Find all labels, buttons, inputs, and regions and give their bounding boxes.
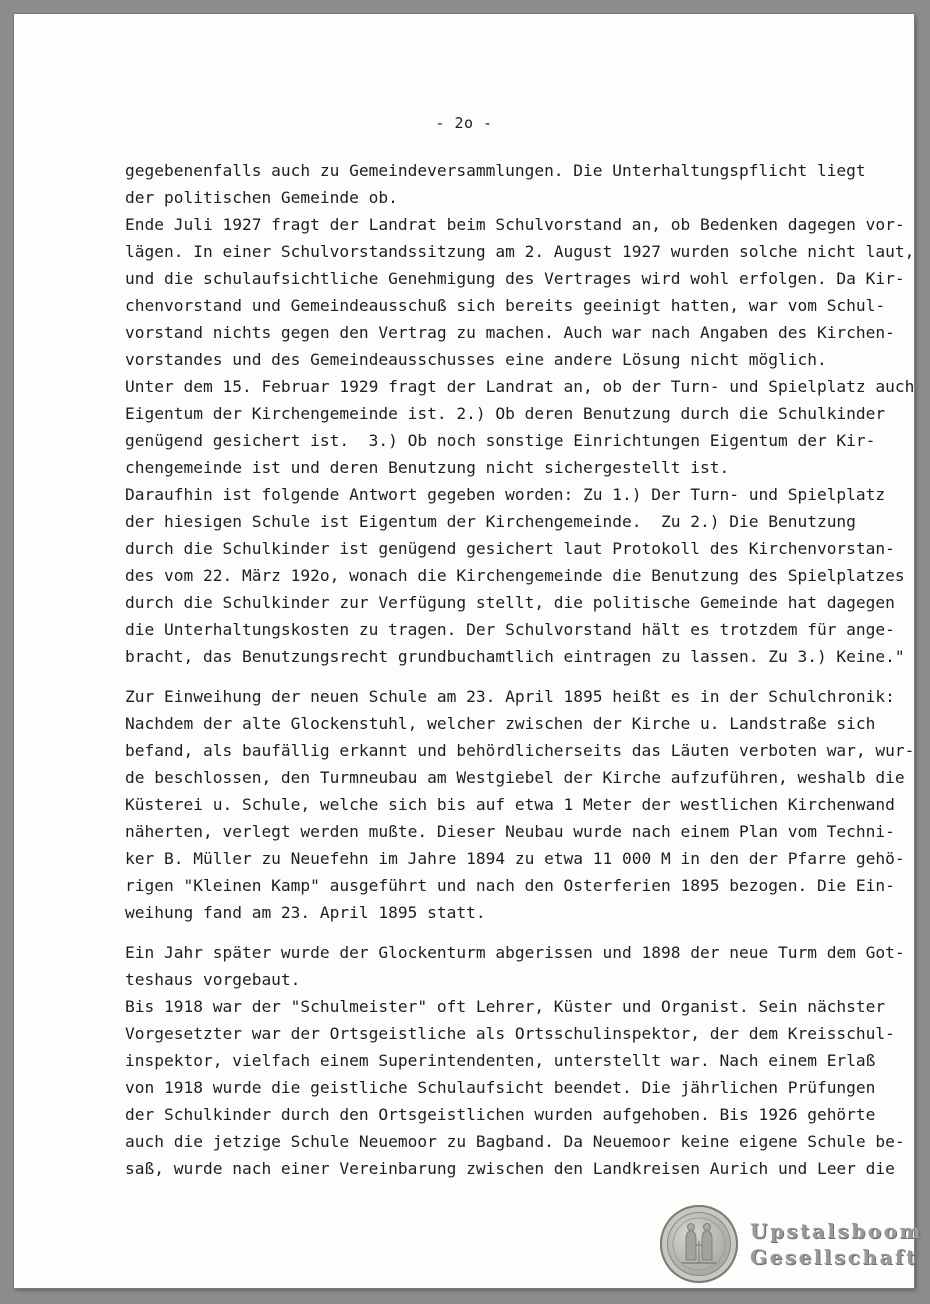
text-line: der politischen Gemeinde ob. [125,188,398,207]
text-line: inspektor, vielfach einem Superintendenten, unterstellt war. Nach einem Erlaß [125,1051,876,1070]
text-line: ker B. Müller zu Neuefehn im Jahre 1894 zu etwa 11 000 M in den der Pfarre gehö- [125,849,905,868]
text-line: und die schulaufsichtliche Genehmigung des Vertrages wird wohl erfolgen. Da Kir- [125,269,905,288]
text-line: Nachdem der alte Glockenstuhl, welcher zwischen der Kirche u. Landstraße sich [125,714,876,733]
text-line: weihung fand am 23. April 1895 statt. [125,903,486,922]
seal-figures-icon [660,1205,738,1283]
text-line: Vorgesetzter war der Ortsgeistliche als Ortsschulinspektor, der dem Kreisschul- [125,1024,895,1043]
text-line: von 1918 wurde die geistliche Schulaufsicht beendet. Die jährlichen Prüfungen [125,1078,876,1097]
text-line: de beschlossen, den Turmneubau am Westgiebel der Kirche aufzuführen, weshalb die [125,768,905,787]
text-line: Zur Einweihung der neuen Schule am 23. April 1895 heißt es in der Schulchronik: [125,687,895,706]
society-name-line1: Upstalsboom [750,1219,924,1243]
text-line: genügend gesichert ist. 3.) Ob noch sonstige Einrichtungen Eigentum der Kir- [125,431,876,450]
text-line: Küsterei u. Schule, welche sich bis auf etwa 1 Meter der westlichen Kirchenwand [125,795,895,814]
paragraph-3 [125,939,905,1182]
text-line: vorstand nichts gegen den Vertrag zu machen. Auch war nach Angaben des Kirchen- [125,323,895,342]
text-line: chenvorstand und Gemeindeausschuß sich bereits geeinigt hatten, war vom Schul- [125,296,886,315]
text-line: durch die Schulkinder zur Verfügung stellt, die politische Gemeinde hat dagegen [125,593,895,612]
text-line: befand, als baufällig erkannt und behördlicherseits das Läuten verboten war, wur- [125,741,915,760]
text-line: Eigentum der Kirchengemeinde ist. 2.) Ob deren Benutzung durch die Schulkinder [125,404,886,423]
text-line: der Schulkinder durch den Ortsgeistlichen wurden aufgehoben. Bis 1926 gehörte [125,1105,876,1124]
text-line: auch die jetzige Schule Neuemoor zu Bagband. Da Neuemoor keine eigene Schule be- [125,1132,905,1151]
text-line: Ein Jahr später wurde der Glockenturm abgerissen und 1898 der neue Turm dem Got- [125,943,905,962]
text-line: der hiesigen Schule ist Eigentum der Kirchengemeinde. Zu 2.) Die Benutzung [125,512,856,531]
text-line: näherten, verlegt werden mußte. Dieser Neubau wurde nach einem Plan vom Techni- [125,822,895,841]
text-line: Ende Juli 1927 fragt der Landrat beim Schulvorstand an, ob Bedenken dagegen vor- [125,215,905,234]
text-line: bracht, das Benutzungsrecht grundbuchamtlich eintragen zu lassen. Zu 3.) Keine." [125,647,905,666]
paragraph-2 [125,683,915,926]
text-line: gegebenenfalls auch zu Gemeindeversammlungen. Die Unterhaltungspflicht liegt [125,161,866,180]
society-name-line2: Gesellschaft [750,1245,918,1269]
text-line: des vom 22. März 192o, wonach die Kirchengemeinde die Benutzung des Spielplatzes [125,566,905,585]
society-watermark [750,1218,923,1270]
text-line: vorstandes und des Gemeindeausschusses eine andere Lösung nicht möglich. [125,350,827,369]
seal-icon [660,1205,738,1283]
text-line: Daraufhin ist folgende Antwort gegeben worden: Zu 1.) Der Turn- und Spielplatz [125,485,886,504]
text-line: die Unterhaltungskosten zu tragen. Der Schulvorstand hält es trotzdem für ange- [125,620,895,639]
page-number: - 2o - [435,114,493,132]
paragraph-1 [125,157,915,670]
document-page [14,14,924,1288]
text-line: chengemeinde ist und deren Benutzung nicht sichergestellt ist. [125,458,730,477]
text-line: lägen. In einer Schulvorstandssitzung am 2. August 1927 wurden solche nicht laut, [125,242,915,261]
text-line: Unter dem 15. Februar 1929 fragt der Landrat an, ob der Turn- und Spielplatz auch [125,377,915,396]
text-line: durch die Schulkinder ist genügend gesichert laut Protokoll des Kirchenvorstan- [125,539,895,558]
body-text [125,157,915,1182]
text-line: saß, wurde nach einer Vereinbarung zwischen den Landkreisen Aurich und Leer die [125,1159,895,1178]
text-line: teshaus vorgebaut. [125,970,301,989]
text-line: Bis 1918 war der "Schulmeister" oft Lehrer, Küster und Organist. Sein nächster [125,997,886,1016]
text-line: rigen "Kleinen Kamp" ausgeführt und nach den Osterferien 1895 bezogen. Die Ein- [125,876,895,895]
